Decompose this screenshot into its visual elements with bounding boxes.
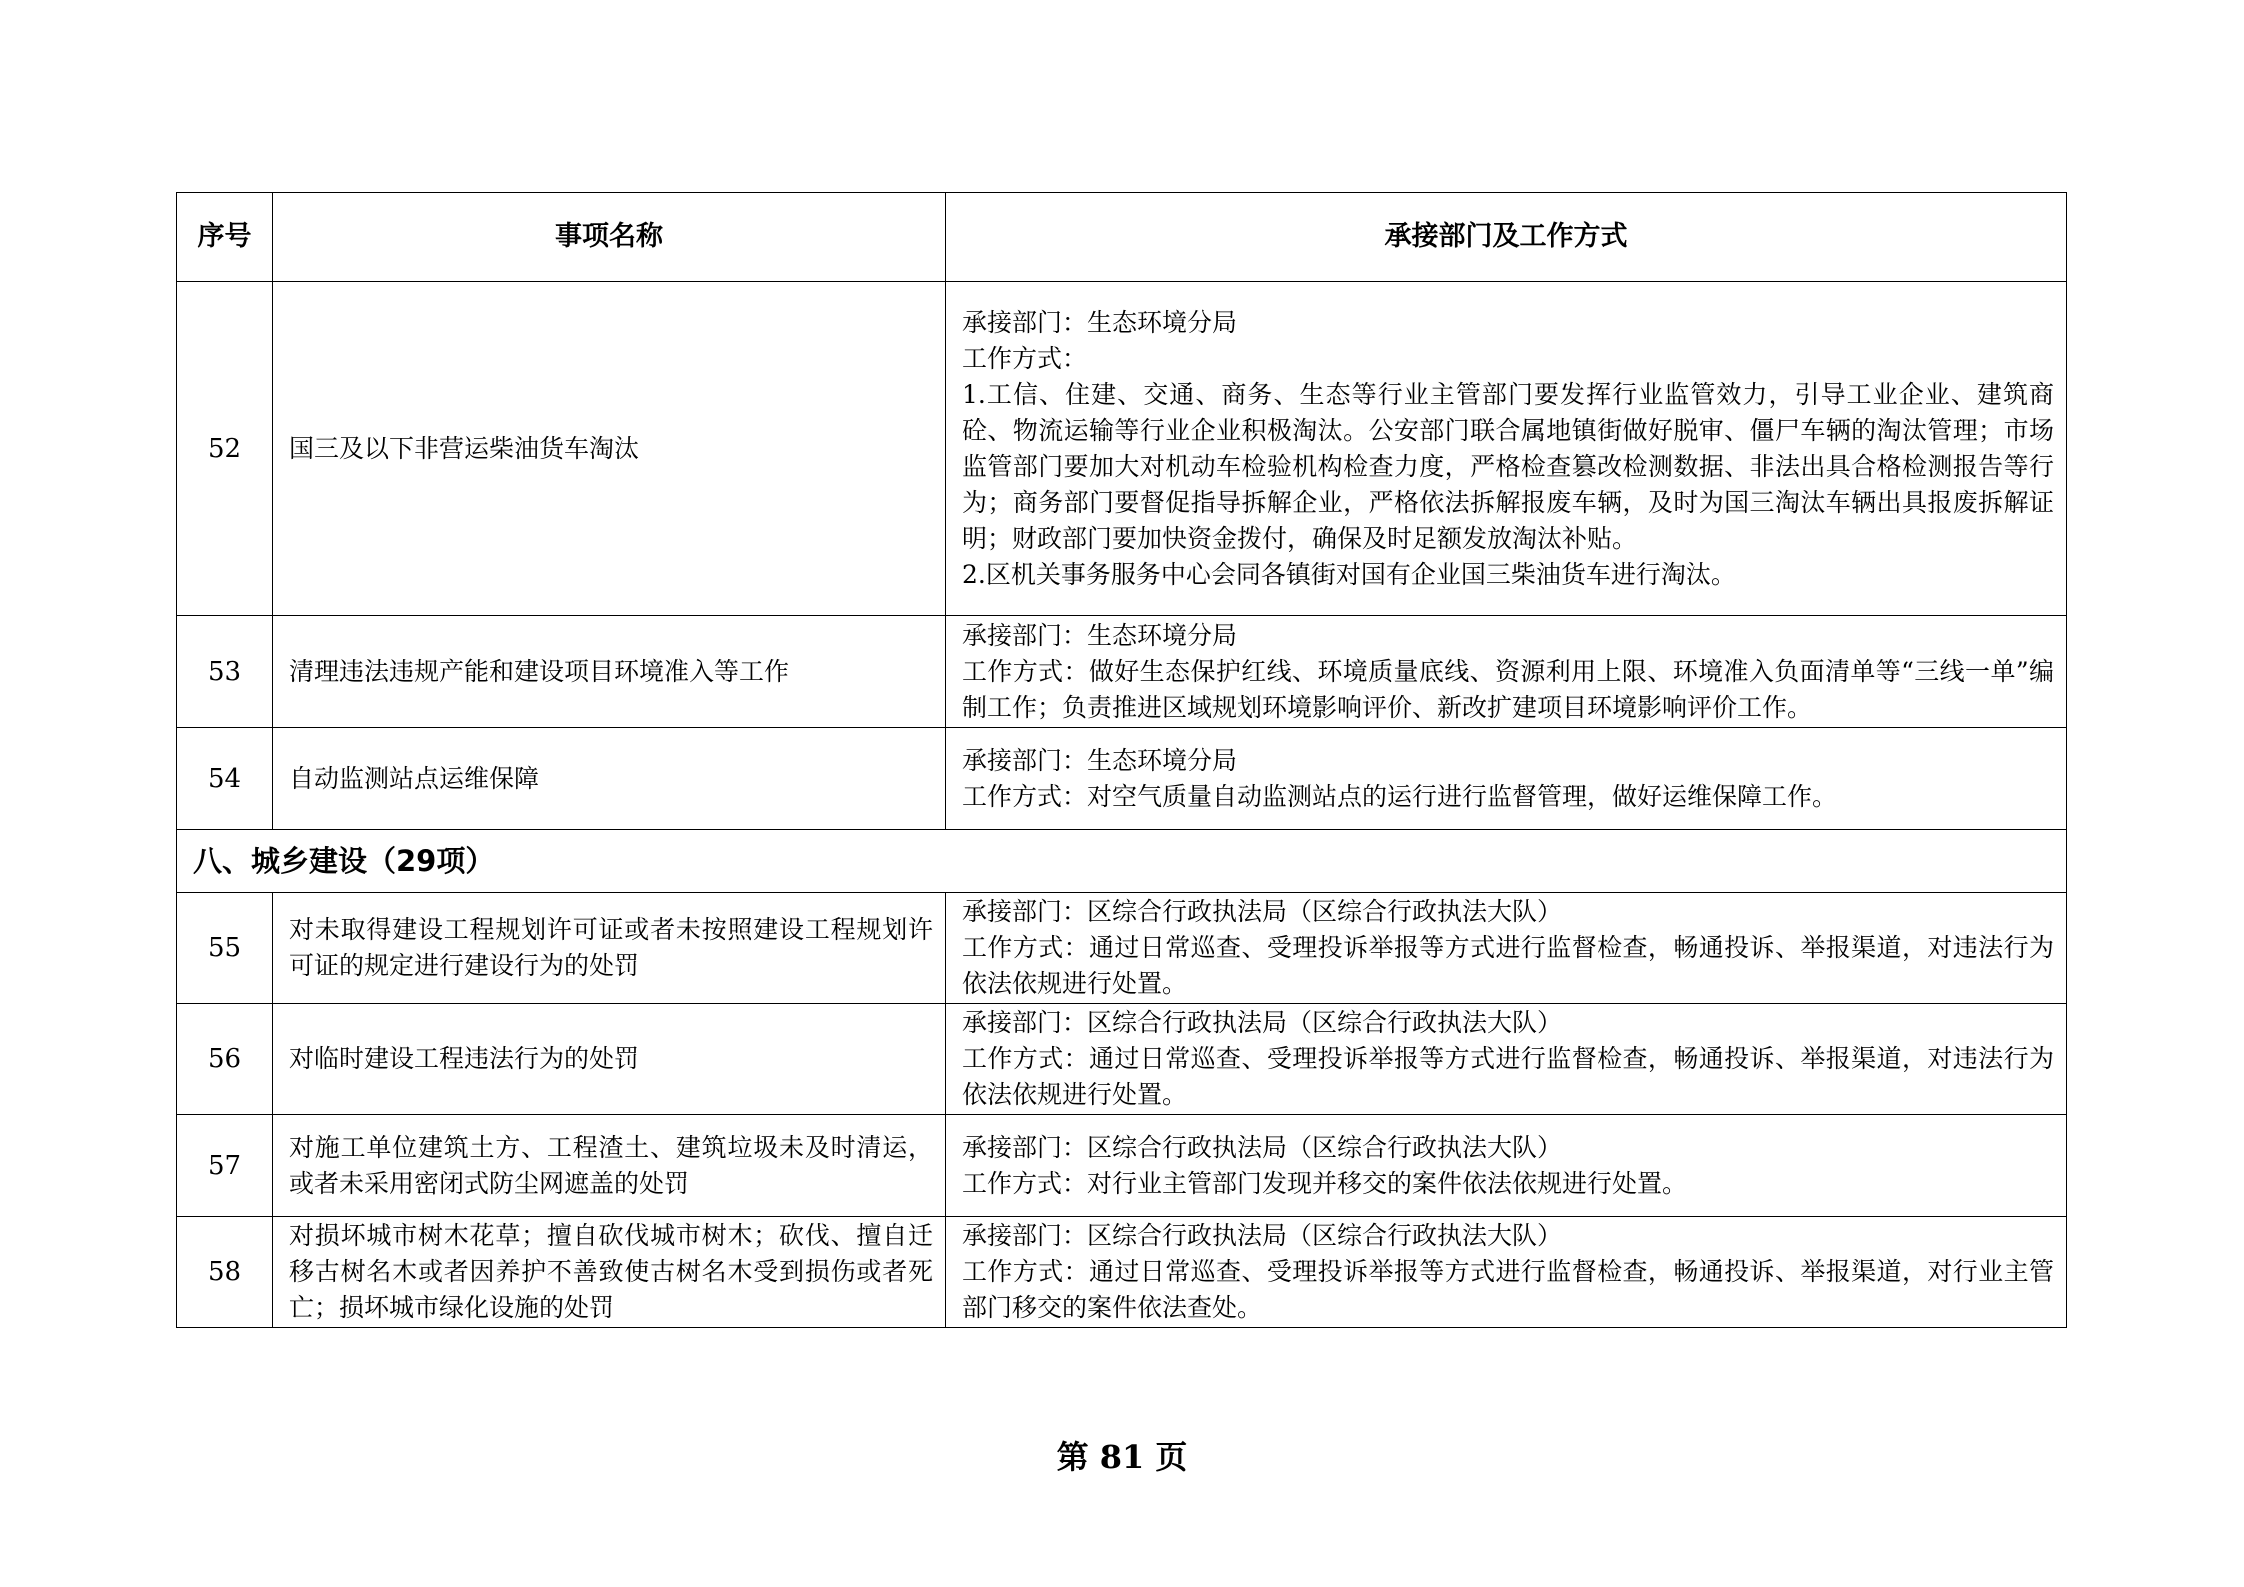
dept-line: 2.区机关事务服务中心会同各镇街对国有企业国三柴油货车进行淘汰。 (962, 559, 1736, 589)
row-dept (946, 282, 2067, 616)
section-title: 八、城乡建设（29项） (177, 830, 2067, 893)
dept-line: 工作方式：通过日常巡查、受理投诉举报等方式进行监督检查，畅通投诉、举报渠道，对行业主管部门移交的案件依法查处。 (962, 1257, 2054, 1322)
row-seq: 58 (177, 1217, 273, 1328)
row-name: 自动监测站点运维保障 (273, 728, 946, 830)
row-dept (946, 1217, 2067, 1328)
row-seq: 53 (177, 616, 273, 728)
row-seq: 52 (177, 282, 273, 616)
dept-line: 承接部门：区综合行政执法局（区综合行政执法大队） (962, 897, 1563, 926)
table-row (177, 1217, 2067, 1328)
section-row (177, 830, 2067, 893)
page-number: 第 81 页 (1056, 1438, 1188, 1476)
table-row (177, 282, 2067, 616)
dept-line: 工作方式：通过日常巡查、受理投诉举报等方式进行监督检查，畅通投诉、举报渠道，对违法行为依法依规进行处置。 (962, 1044, 2054, 1109)
dept-line: 工作方式：对行业主管部门发现并移交的案件依法依规进行处置。 (962, 1168, 1688, 1198)
row-name: 对临时建设工程违法行为的处罚 (273, 1004, 946, 1115)
table-row (177, 893, 2067, 1004)
table-row (177, 1004, 2067, 1115)
row-name: 国三及以下非营运柴油货车淘汰 (273, 282, 946, 616)
table-header-row (177, 193, 2067, 282)
header-dept: 承接部门及工作方式 (946, 193, 2067, 282)
row-name: 对损坏城市树木花草；擅自砍伐城市树木；砍伐、擅自迁移古树名木或者因养护不善致使古树名木受到损伤或者死亡；损坏城市绿化设施的处罚 (273, 1217, 946, 1328)
row-dept (946, 893, 2067, 1004)
row-dept (946, 1115, 2067, 1217)
row-name: 对施工单位建筑土方、工程渣土、建筑垃圾未及时清运，或者未采用密闭式防尘网遮盖的处罚 (273, 1115, 946, 1217)
dept-line: 1.工信、住建、交通、商务、生态等行业主管部门要发挥行业监管效力，引导工业企业、建筑商砼、物流运输等行业企业积极淘汰。公安部门联合属地镇街做好脱审、僵尸车辆的淘汰管理；市场监管部门要加大对机动车检验机构检查力度，严格检查篡改检测数据、非法出具合格检测报告等行为；商务部门要督促指导拆解企业，严格依法拆解报废车辆，及时为国三淘汰车辆出具报废拆解证明；财政部门要加快资金拨付，确保及时足额发放淘汰补贴。 (962, 379, 2054, 553)
row-seq: 57 (177, 1115, 273, 1217)
row-seq: 54 (177, 728, 273, 830)
dept-line: 工作方式：做好生态保护红线、环境质量底线、资源利用上限、环境准入负面清单等“三线一单”编制工作；负责推进区域规划环境影响评价、新改扩建项目环境影响评价工作。 (962, 656, 2054, 722)
row-seq: 55 (177, 893, 273, 1004)
dept-line: 工作方式：通过日常巡查、受理投诉举报等方式进行监督检查，畅通投诉、举报渠道，对违法行为依法依规进行处置。 (962, 933, 2054, 998)
row-name: 清理违法违规产能和建设项目环境准入等工作 (273, 616, 946, 728)
table-row (177, 728, 2067, 830)
row-dept (946, 728, 2067, 830)
dept-line: 承接部门：生态环境分局 (962, 745, 1238, 775)
row-dept (946, 1004, 2067, 1115)
dept-line: 工作方式： (962, 343, 1088, 373)
header-name: 事项名称 (273, 193, 946, 282)
dept-line: 承接部门：区综合行政执法局（区综合行政执法大队） (962, 1008, 1563, 1037)
dept-line: 工作方式：对空气质量自动监测站点的运行进行监督管理，做好运维保障工作。 (962, 781, 1838, 811)
items-table (176, 192, 2067, 1328)
dept-line: 承接部门：生态环境分局 (962, 307, 1238, 337)
row-seq: 56 (177, 1004, 273, 1115)
header-seq: 序号 (177, 193, 273, 282)
dept-line: 承接部门：区综合行政执法局（区综合行政执法大队） (962, 1132, 1563, 1162)
dept-line: 承接部门：生态环境分局 (962, 620, 1238, 650)
row-name: 对未取得建设工程规划许可证或者未按照建设工程规划许可证的规定进行建设行为的处罚 (273, 893, 946, 1004)
row-dept (946, 616, 2067, 728)
table-row (177, 616, 2067, 728)
table-row (177, 1115, 2067, 1217)
dept-line: 承接部门：区综合行政执法局（区综合行政执法大队） (962, 1221, 1563, 1250)
